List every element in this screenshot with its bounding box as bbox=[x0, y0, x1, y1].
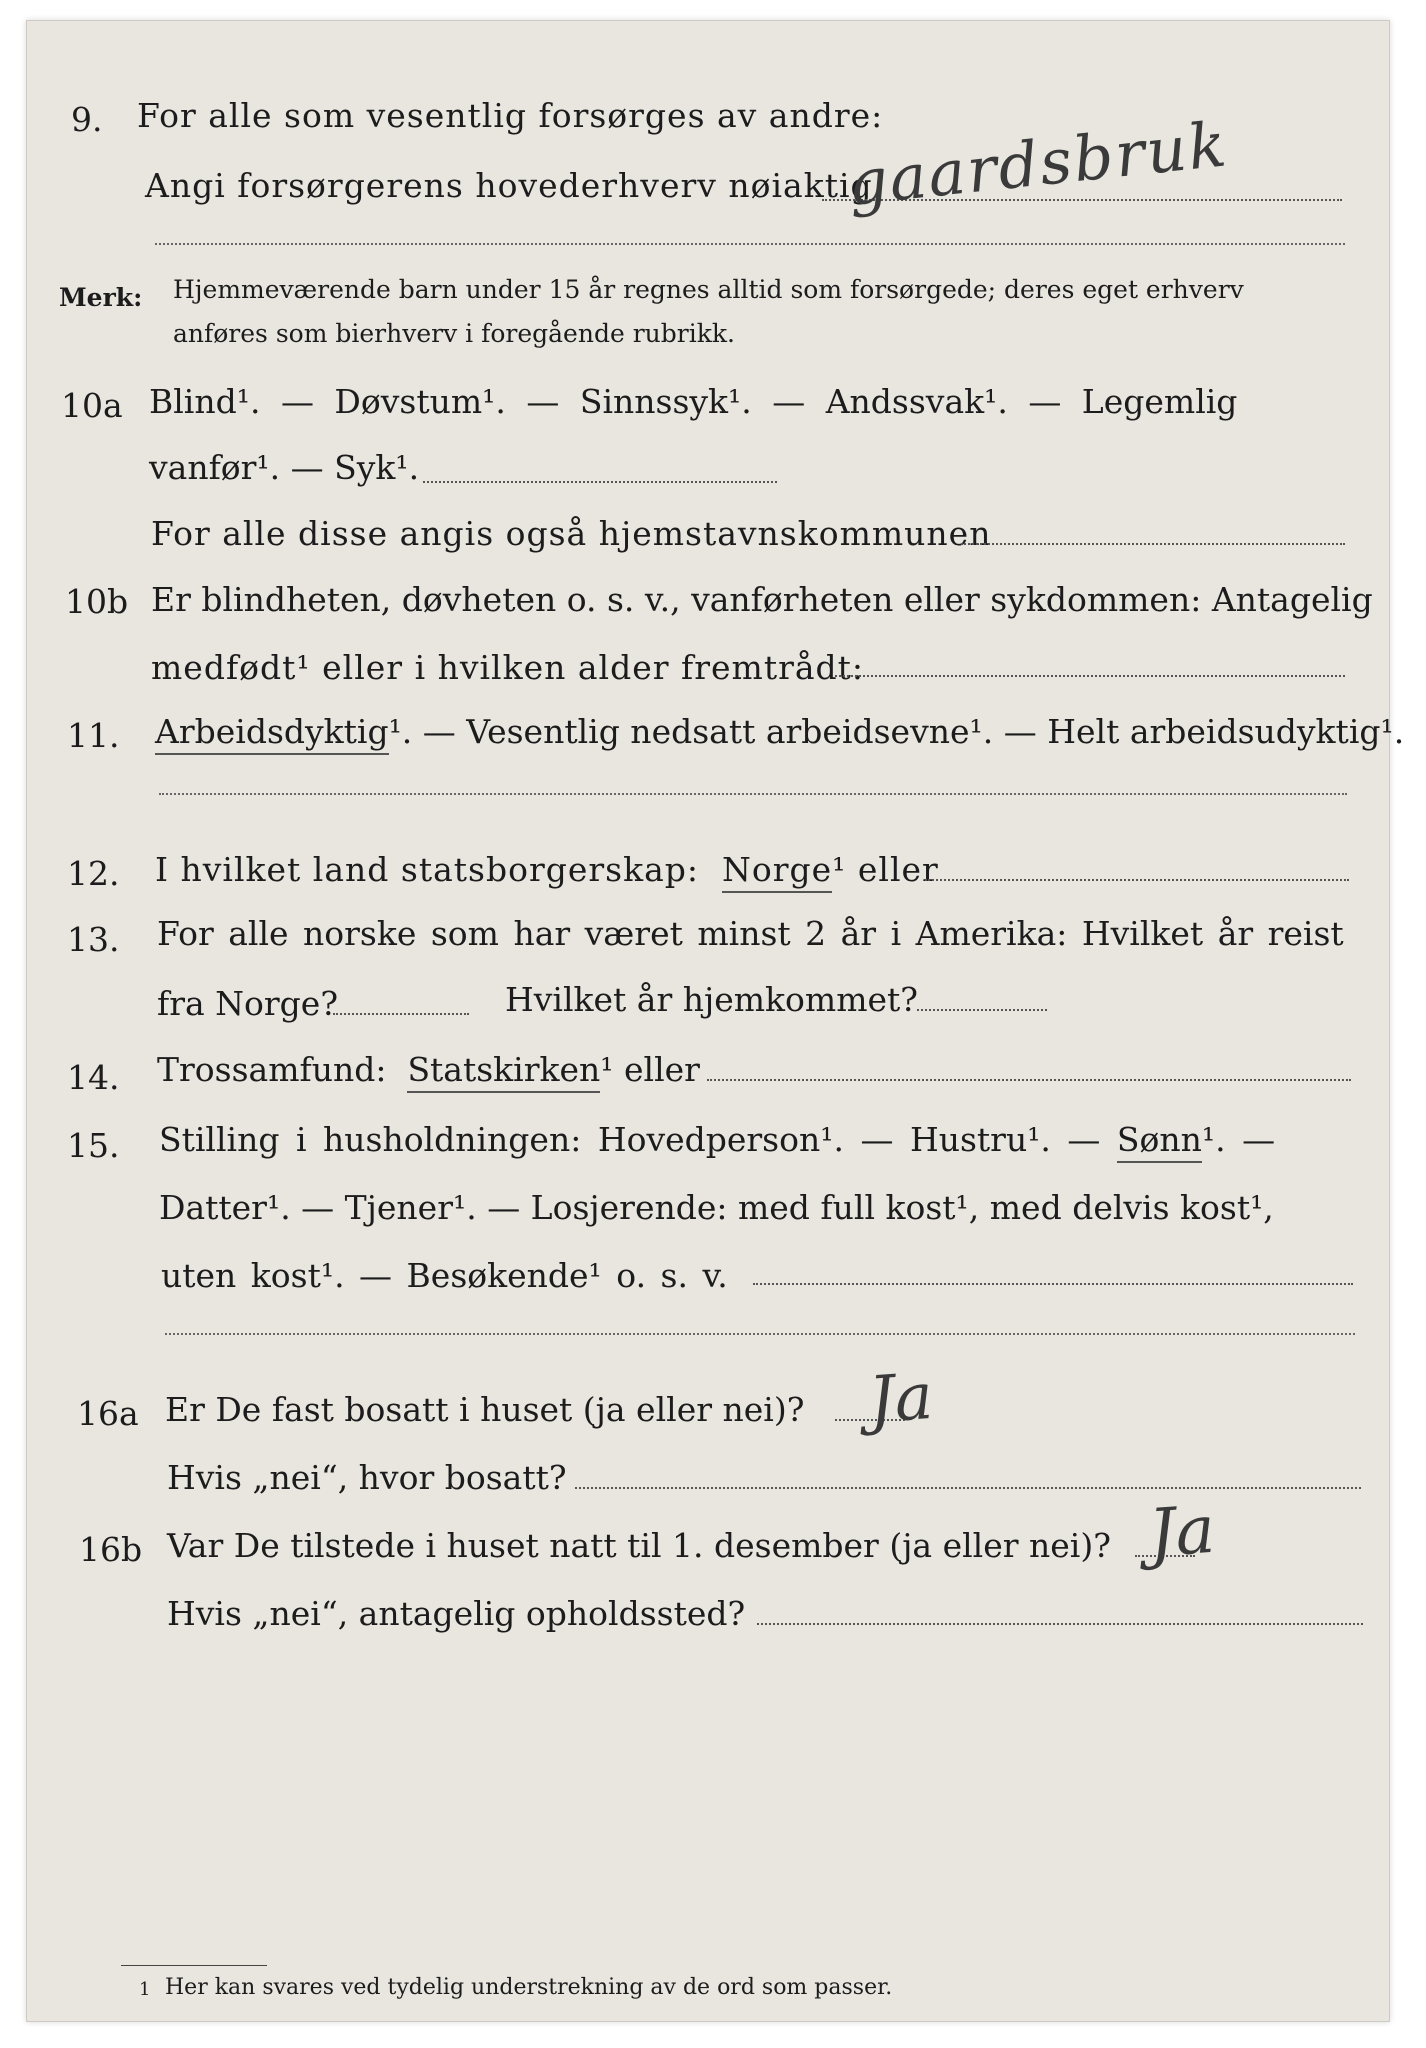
footnote-rule bbox=[121, 1965, 267, 1966]
q12-number: 12. bbox=[67, 854, 120, 893]
q9-line2: Angi forsørgerens hovederhverv nøiaktig bbox=[145, 166, 873, 205]
q13-line2b: Hvilket år hjemkommet? bbox=[505, 980, 918, 1019]
q16b-number: 16b bbox=[79, 1530, 143, 1569]
q9-handwritten-answer: gaardsbruk bbox=[844, 107, 1232, 220]
q12-post: ¹ eller bbox=[832, 850, 939, 889]
q15-line1-post: ¹. — bbox=[1201, 1120, 1276, 1159]
q14-post: ¹ eller bbox=[600, 1050, 700, 1089]
q10a-syk-line bbox=[423, 481, 777, 483]
q15-underlined-answer: Sønn bbox=[1117, 1120, 1202, 1163]
q15-line1-pre: Stilling i husholdningen: Hovedperson¹. — Hustru¹. — bbox=[159, 1120, 1101, 1159]
q15-blank-line bbox=[165, 1333, 1355, 1335]
q13-line2a: fra Norge? bbox=[157, 984, 339, 1023]
q12-line bbox=[155, 850, 939, 889]
q12-pre: I hvilket land statsborgerskap: bbox=[155, 850, 700, 889]
q13-line1: For alle norske som har været minst 2 år i Amerika: Hvilket år reist bbox=[157, 914, 1344, 953]
q15-number: 15. bbox=[67, 1126, 120, 1165]
q12-underlined-answer: Norge bbox=[722, 850, 832, 893]
q15-line3: uten kost¹. — Besøkende¹ o. s. v. bbox=[161, 1256, 728, 1295]
q12-answer-line bbox=[925, 879, 1349, 881]
q14-line bbox=[157, 1050, 700, 1089]
q11-rest: ¹. — Vesentlig nedsatt arbeidsevne¹. — Helt arbeidsudyktig¹. bbox=[388, 712, 1405, 751]
q15-line2: Datter¹. — Tjener¹. — Losjerende: med full kost¹, med delvis kost¹, bbox=[159, 1188, 1274, 1227]
q15-answer-line bbox=[753, 1283, 1353, 1285]
q16a-bosatt-line bbox=[575, 1487, 1361, 1489]
q16b-opholdssted-line bbox=[757, 1623, 1363, 1625]
q14-underlined-answer: Statskirken bbox=[407, 1050, 600, 1093]
q13-reist-line bbox=[333, 1013, 469, 1015]
footnote-text: Her kan svares ved tydelig understrekning av de ord som passer. bbox=[165, 1975, 893, 2000]
q16b-line2: Hvis „nei“, antagelig opholdssted? bbox=[167, 1594, 746, 1633]
footnote-mark: 1 bbox=[139, 1979, 151, 2000]
q10a-line3: For alle disse angis også hjemstavnskommunen bbox=[151, 514, 992, 553]
q11-blank-line bbox=[159, 793, 1347, 795]
q16b-line1: Var De tilstede i huset natt til 1. desember (ja eller nei)? bbox=[167, 1526, 1111, 1565]
census-form-page bbox=[26, 20, 1405, 2022]
q9-blank-line bbox=[155, 243, 1345, 245]
merk-line2: anføres som bierhverv i foregående rubrikk. bbox=[173, 319, 735, 348]
q11-underlined-answer: Arbeidsdyktig bbox=[155, 712, 389, 755]
q10a-line2: vanfør¹. — Syk¹. bbox=[149, 448, 420, 487]
q15-line1 bbox=[159, 1120, 1276, 1159]
q16a-line2: Hvis „nei“, hvor bosatt? bbox=[167, 1458, 567, 1497]
q10a-number: 10a bbox=[61, 386, 123, 425]
q16a-handwritten-answer: Ja bbox=[866, 1359, 936, 1439]
q9-line1: For alle som vesentlig forsørges av andre: bbox=[137, 96, 884, 135]
q10b-number: 10b bbox=[65, 582, 129, 621]
q11-number: 11. bbox=[67, 716, 120, 755]
q9-number: 9. bbox=[71, 100, 103, 139]
q14-answer-line bbox=[707, 1079, 1351, 1081]
q16a-line1: Er De fast bosatt i huset (ja eller nei)? bbox=[165, 1390, 805, 1429]
q10b-answer-line bbox=[835, 675, 1345, 677]
q10b-line2: medfødt¹ eller i hvilken alder fremtrådt: bbox=[151, 648, 865, 687]
q10a-line1: Blind¹. — Døvstum¹. — Sinnssyk¹. — Andssvak¹. — Legemlig bbox=[149, 382, 1238, 421]
merk-line1: Hjemmeværende barn under 15 år regnes alltid som forsørgede; deres eget erhverv bbox=[173, 275, 1244, 304]
q13-hjemkommet-line bbox=[917, 1009, 1047, 1011]
q14-number: 14. bbox=[67, 1058, 120, 1097]
q10b-line1: Er blindheten, døvheten o. s. v., vanførheten eller sykdommen: Antagelig bbox=[151, 580, 1373, 619]
q16a-number: 16a bbox=[77, 1394, 139, 1433]
q11-line bbox=[155, 712, 1405, 751]
q13-number: 13. bbox=[67, 920, 120, 959]
merk-label: Merk: bbox=[59, 283, 143, 312]
q10a-kommune-line bbox=[961, 543, 1345, 545]
q14-pre: Trossamfund: bbox=[157, 1050, 387, 1089]
q16b-handwritten-answer: Ja bbox=[1146, 1490, 1218, 1573]
